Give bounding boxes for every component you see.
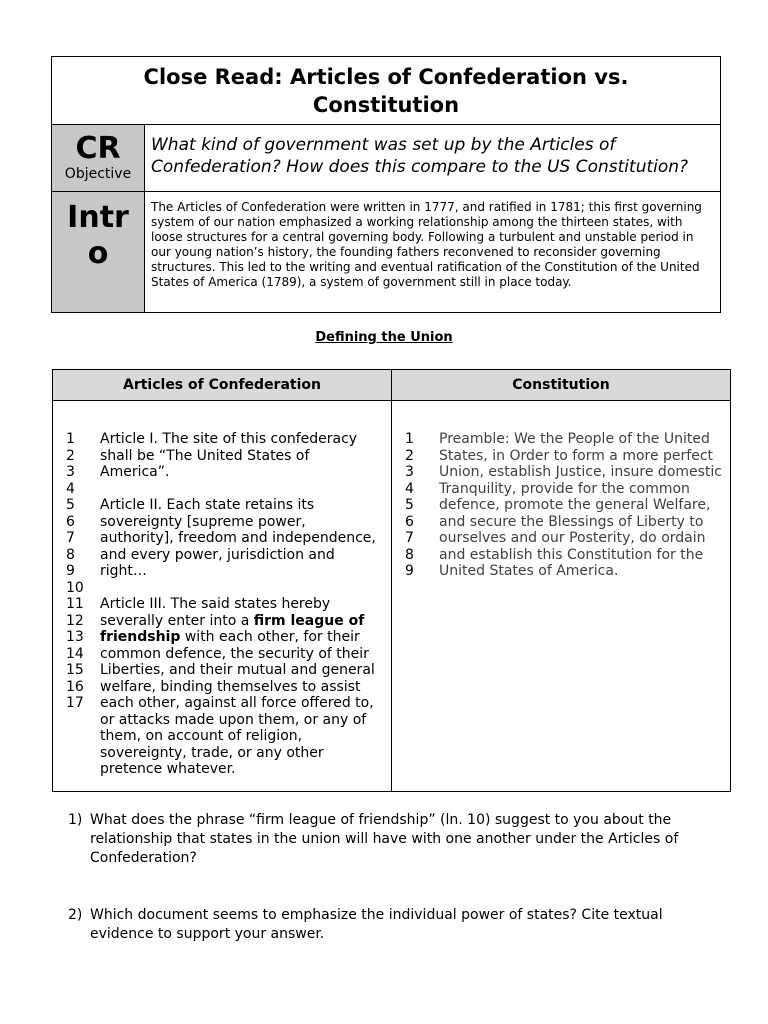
line-number: 14 xyxy=(66,645,84,662)
articles-column-header: Articles of Confederation xyxy=(53,370,391,401)
cr-label: CR xyxy=(75,131,121,166)
line-number: 9 xyxy=(66,563,75,579)
line-number: 4 xyxy=(66,480,75,497)
objective-cell xyxy=(145,125,720,191)
line-number: 12 xyxy=(66,612,84,629)
line-number: 4 xyxy=(405,480,414,497)
line-number: 13 xyxy=(66,629,84,645)
intro-cell xyxy=(145,192,720,312)
line-number: 6 xyxy=(66,513,75,530)
objective-header-table xyxy=(51,56,721,313)
page-title: Close Read: Articles of Confederation vs. Constitution xyxy=(52,57,720,125)
objective-row xyxy=(52,125,720,192)
line-number: 5 xyxy=(66,497,75,513)
question-text: Which document seems to emphasize the individual power of states? Cite textual evidence to support your answer. xyxy=(90,907,663,942)
comparison-table xyxy=(52,369,731,792)
line-number: 7 xyxy=(66,530,75,546)
question-list xyxy=(68,811,728,944)
intro-label: Intro xyxy=(67,200,129,271)
constitution-line-numbers xyxy=(405,431,439,580)
intro-paragraph: The Articles of Confederation were written in 1777, and ratified in 1781; this first governing system of our nation emphasized a working relationship among the thirteen states, with loose structures for a central governing body. Following a turbulent and unstable period in our young nation’s history, the founding fathers reconvened to reconsider governing structures. This led to the writing and eventual ratification of the Constitution of the United States of America (1789), a system of government still in place today. xyxy=(151,200,702,289)
line-number: 1 xyxy=(405,431,414,447)
line-number: 9 xyxy=(405,563,414,579)
article-3-text-start: Article III. The said states hereby severally enter into a xyxy=(100,596,331,629)
question-item xyxy=(68,906,728,944)
article-1-text: Article I. The site of this confederacy shall be “The United States of America”. xyxy=(100,431,358,480)
line-number: 8 xyxy=(66,546,75,563)
line-number: 15 xyxy=(66,662,84,678)
line-number: 7 xyxy=(405,530,414,546)
line-number: 16 xyxy=(66,678,84,695)
preamble-text: Preamble: We the People of the United States, in Order to form a more perfect Union, establish Justice, insure domestic Tranquility, provide for the common defence, promote the general Welfare, and secure the Blessings of Liberty to ourselves and our Posterity, do ordain and establish this Constitution for the United States of America. xyxy=(439,431,723,579)
article-3-text-end: with each other, for their common defence, the security of their Liberties, and their mutual and general welfare, binding themselves to assist each other, against all force offered to, or attacks made upon them, or any of them, on account of religion, sovereignty, trade, or any other pretence whatever. xyxy=(100,629,375,777)
question-item xyxy=(68,811,728,868)
cr-label-cell xyxy=(52,125,145,191)
article-2-text: Article II. Each state retains its sovereignty [supreme power, authority], freedom and independence, and every power, jurisdiction and right… xyxy=(100,497,376,579)
articles-line-numbers xyxy=(66,431,100,778)
constitution-column xyxy=(391,370,730,791)
line-number: 2 xyxy=(405,447,414,464)
articles-column xyxy=(53,370,391,791)
line-number: 2 xyxy=(66,447,75,464)
intro-row xyxy=(52,192,720,312)
line-number: 17 xyxy=(66,695,84,711)
constitution-passage xyxy=(439,431,722,580)
line-number: 3 xyxy=(405,464,414,480)
question-number: 2) xyxy=(68,907,83,923)
question-number: 1) xyxy=(68,812,83,828)
articles-column-body xyxy=(53,401,391,791)
line-number: 1 xyxy=(66,431,75,447)
line-number: 8 xyxy=(405,546,414,563)
objective-label: Objective xyxy=(64,166,132,182)
section-title: Defining the Union xyxy=(315,330,453,345)
objective-question: What kind of government was set up by the Articles of Confederation? How does this compare to the US Constitution? xyxy=(151,135,689,177)
line-number: 11 xyxy=(66,596,84,612)
line-number: 3 xyxy=(66,464,75,480)
intro-label-cell xyxy=(52,192,145,312)
line-number: 10 xyxy=(66,579,84,596)
line-number: 6 xyxy=(405,513,414,530)
articles-passage xyxy=(100,431,383,778)
firm-league-phrase: firm league of friendship xyxy=(100,612,365,645)
article-3-text xyxy=(100,596,383,778)
constitution-column-body xyxy=(392,401,730,791)
line-number: 5 xyxy=(405,497,414,513)
question-text: What does the phrase “firm league of friendship” (ln. 10) suggest to you about the relationship that states in the union will have with one another under the Articles of Confederation? xyxy=(90,812,679,866)
constitution-column-header: Constitution xyxy=(392,370,730,401)
